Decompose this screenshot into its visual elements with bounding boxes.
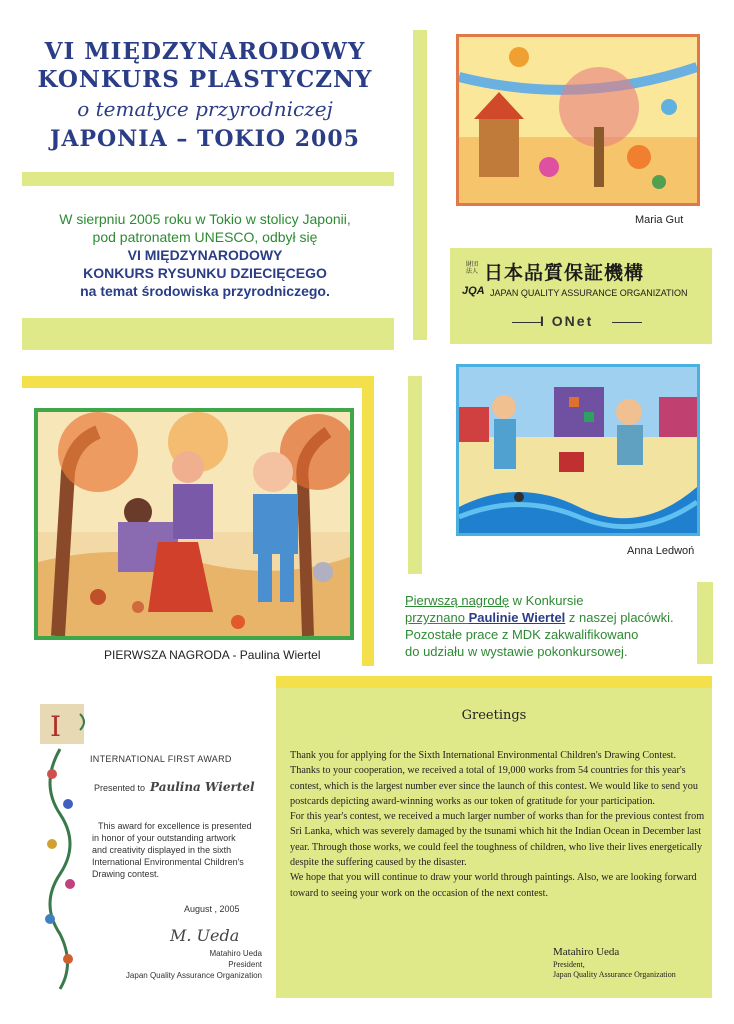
certificate-heading: INTERNATIONAL FIRST AWARD [90, 754, 232, 764]
title-line: VI MIĘDZYNARODOWY [44, 38, 366, 65]
floral-border-ornament [30, 694, 94, 994]
certificate-body: This award for excellence is presented in honor of your outstanding artwork and creativity displayed in the sixth International Environmental Children's Drawing contest. [92, 821, 252, 879]
intro-text [20, 210, 390, 300]
certificate-signer: Matahiro Ueda President Japan Quality Assurance Organization [125, 949, 262, 980]
greetings-signer: Matahiro Ueda [553, 946, 620, 958]
recipient-name: Paulina Wiertel [150, 780, 255, 794]
anna-ledwon-artwork [459, 367, 697, 533]
jqa-kanji-small: 財団法人 [466, 262, 479, 275]
greetings-paragraph: We hope that you will continue to draw your world through paintings. Also, we are looking forward toward to seeing your work on the occasion of the next contest. [290, 872, 697, 899]
greetings-title: Greetings [461, 708, 527, 723]
signature: M. Ueda [170, 926, 240, 945]
title-line: KONKURS PLASTYCZNY [37, 66, 373, 93]
greetings-signer-title: President, [553, 960, 585, 969]
divider-bar [22, 318, 394, 350]
jqa-abbr: JQA [462, 285, 485, 297]
yellow-bar [22, 376, 374, 388]
greetings-paragraph: For this year's contest, we received a much larger number of works than for the previous contest from Sri Lanka, which was severely damaged by the tsunami which hit the Indian Ocean in December last year. Through those works, we could feel the toughness of children, who live their lives energetically despite the suffering caused by the disaster. [290, 811, 705, 869]
divider-bar [22, 172, 394, 186]
greetings-signer-org: Japan Quality Assurance Organization [553, 970, 676, 979]
jqa-name: JAPAN QUALITY ASSURANCE ORGANIZATION [490, 288, 688, 298]
vertical-bar [408, 376, 422, 574]
notice-line: Pozostałe prace z MDK zakwalifikowano [405, 627, 639, 642]
notice-line: Pierwszą nagrodę w Konkursie [405, 593, 584, 608]
first-prize-caption: PIERWSZA NAGRODA - Paulina Wiertel [104, 648, 321, 662]
intro-line: pod patronatem UNESCO, odbył się [92, 229, 318, 245]
jqa-kanji: 日本品質保証機構 [484, 263, 645, 284]
intro-line: VI MIĘDZYNARODOWY [127, 247, 283, 263]
certificate [22, 686, 266, 998]
anna-ledwon-caption: Anna Ledwoń [627, 545, 695, 557]
vertical-bar [413, 30, 427, 340]
intro-line: na temat środowiska przyrodniczego. [80, 283, 330, 299]
iqnet-logo: I ONet [540, 313, 594, 329]
first-prize-drawing [34, 408, 354, 640]
first-prize-artwork [38, 412, 350, 636]
yellow-bar [362, 376, 374, 666]
maria-gut-drawing [456, 34, 700, 206]
svg-text:I: I [50, 710, 62, 743]
anna-ledwon-drawing [456, 364, 700, 536]
maria-gut-caption: Maria Gut [635, 214, 684, 226]
yellow-bar [276, 676, 712, 688]
greetings-paragraph: Thank you for applying for the Sixth International Environmental Children's Drawing Contest. Thanks to your cooperation, we received a total of 19,000 works from 54 countries for this year's contest, which is the largest number ever since the launch of this contest. We would like to send you postcards depicting award-winning works as our token of gratitude for your participation. [290, 750, 698, 807]
intro-line: W sierpniu 2005 roku w Tokio w stolicy Japonii, [59, 211, 351, 227]
award-notice [405, 592, 705, 660]
notice-line: do udziału w wystawie pokonkursowej. [405, 644, 628, 659]
certificate-date: August , 2005 [184, 904, 240, 914]
maria-gut-artwork [459, 37, 697, 203]
jqa-logo-line [512, 322, 542, 323]
title-line: JAPONIA – TOKIO 2005 [50, 126, 360, 152]
intro-line: KONKURS RYSUNKU DZIECIĘCEGO [83, 265, 327, 281]
title-line: o tematyce przyrodniczej [77, 97, 333, 121]
page-title [20, 38, 390, 154]
presented-to-label: Presented to [94, 783, 146, 793]
jqa-logo-line [612, 322, 642, 323]
notice-line: przyznano Paulinie Wiertel z naszej placówki. [405, 610, 674, 625]
greetings-body [290, 748, 708, 901]
